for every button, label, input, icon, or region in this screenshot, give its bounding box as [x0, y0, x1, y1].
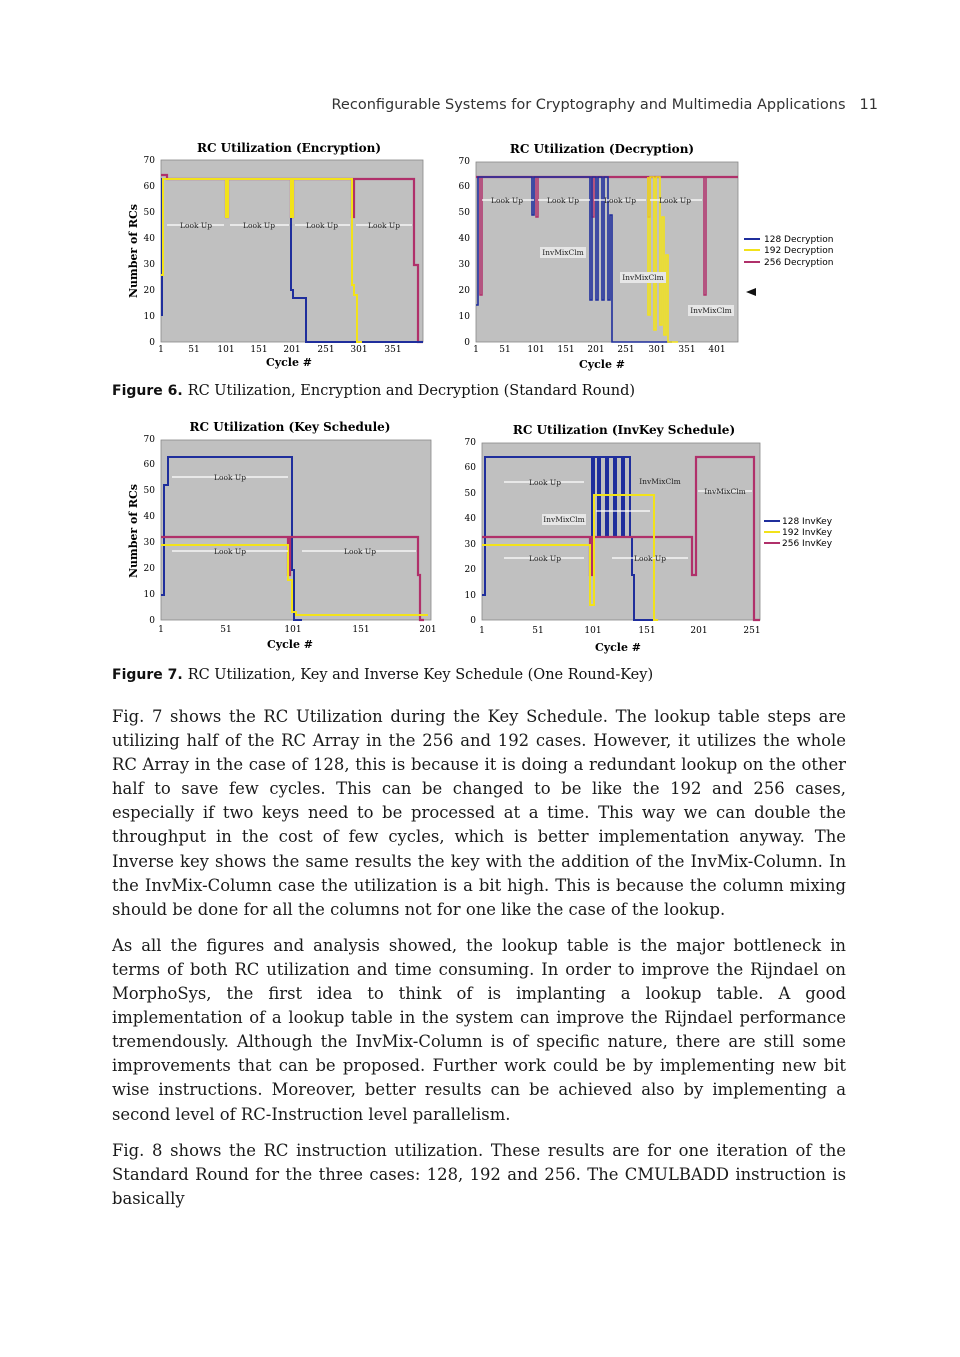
- annotation-invmixclm: InvMixClm: [690, 306, 732, 315]
- annotation-invmixclm: InvMixClm: [622, 273, 664, 282]
- paragraph: As all the figures and analysis showed, the lookup table is the major bottleneck in terms of both RC utilization and time consuming. In order to improve the Rijndael on MorphoSys, the first idea to think of is implanting a lookup table. A good implementation of a lookup table in the system can improve the Rijndael performance tremendously. Although the InvMix-Column is of specific nature, there are still some improvements that can be proposed. Further work could be by implementing new bit wise instructions. Moreover, better results can be achieved also by implementing a second level of RC-Instruction level parallelism.: [112, 935, 846, 1124]
- caption-text: RC Utilization, Encryption and Decryption (Standard Round): [187, 383, 636, 399]
- y-ticks: [465, 438, 477, 626]
- x-tick: 51: [499, 345, 511, 355]
- annotation-lookup: Look Up: [305, 221, 339, 230]
- x-tick: 101: [217, 345, 235, 355]
- x-ticks: [473, 345, 725, 355]
- y-tick: 10: [464, 591, 476, 601]
- annotation-lookup: Look Up: [490, 196, 524, 205]
- x-tick: 101: [527, 345, 545, 355]
- chart-title: RC Utilization (Decryption): [509, 142, 695, 156]
- y-axis-label: Number of RCs: [127, 204, 140, 298]
- y-axis-label: Number of RCs: [127, 484, 140, 578]
- y-ticks: [144, 156, 156, 348]
- y-tick: 10: [143, 312, 155, 322]
- paragraph: Fig. 8 shows the RC instruction utilization. These results are for one iteration of the Standard Round for the three cases: 128, 192 and 256. The CMULBADD instruction is basically: [112, 1140, 846, 1208]
- x-axis-label: Cycle #: [265, 356, 313, 369]
- legend-entry: 256 InvKey: [782, 539, 833, 549]
- plot-area: [161, 440, 431, 620]
- y-tick: 10: [143, 590, 155, 600]
- figure-label: Figure 6.: [112, 383, 183, 399]
- chart-title: RC Utilization (Encryption): [196, 141, 382, 155]
- y-tick: 30: [143, 538, 155, 548]
- x-tick: 201: [283, 345, 301, 355]
- y-tick: 50: [143, 486, 155, 496]
- page-number: 11: [859, 97, 878, 113]
- legend-entry: 128 InvKey: [782, 517, 833, 527]
- y-ticks: [459, 157, 471, 348]
- x-tick: 351: [384, 345, 402, 355]
- y-tick: 70: [458, 157, 470, 167]
- x-ticks: [158, 345, 401, 355]
- annotation-lookup: Look Up: [528, 478, 562, 487]
- y-tick: 50: [458, 208, 470, 218]
- x-tick: 151: [557, 345, 575, 355]
- x-axis-label: Cycle #: [594, 641, 642, 654]
- y-tick: 20: [458, 286, 470, 296]
- chart-decryption: [459, 142, 834, 371]
- annotation-lookup: Look Up: [213, 473, 247, 482]
- y-tick: 60: [143, 182, 155, 192]
- y-tick: 0: [464, 338, 470, 348]
- y-tick: 40: [143, 512, 155, 522]
- x-tick: 1: [158, 625, 164, 635]
- y-tick: 70: [143, 435, 155, 445]
- y-tick: 0: [149, 338, 155, 348]
- x-tick: 251: [743, 626, 761, 636]
- annotation-lookup: Look Up: [179, 221, 213, 230]
- x-axis-label: Cycle #: [578, 358, 626, 371]
- figure-6-charts: [112, 135, 852, 375]
- annotation-lookup: Look Up: [367, 221, 401, 230]
- x-tick: 51: [532, 626, 544, 636]
- x-tick: 51: [220, 625, 232, 635]
- x-tick: 101: [284, 625, 302, 635]
- paragraph: Fig. 7 shows the RC Utilization during the Key Schedule. The lookup table steps are utilizing half of the RC Array in the 256 and 192 cases. However, it utilizes the whole RC Array in the case of 128, this is because it is doing a redundant lookup on the other half to save few cycles. This can be changed to be like the 192 and 256 cases, especially if two keys need to be processed at a time. This way we can double the throughput in the cost of few cycles, which is better implementation anyway. The Inverse key shows the same results the key with the addition of the InvMix-Column. In the InvMix-Column case the utilization is a bit high. This is because the column mixing should be done for all the columns not for one like the case of the lookup.: [112, 707, 846, 919]
- x-tick: 1: [479, 626, 485, 636]
- y-tick: 50: [143, 208, 155, 218]
- annotation-invmixclm: InvMixClm: [542, 248, 584, 257]
- caption-text: RC Utilization, Key and Inverse Key Schedule (One Round-Key): [187, 667, 654, 683]
- annotation-lookup: Look Up: [603, 196, 637, 205]
- annotation-invmixclm: InvMixClm: [639, 477, 681, 486]
- y-tick: 10: [458, 312, 470, 322]
- y-tick: 40: [143, 234, 155, 244]
- y-tick: 60: [464, 463, 476, 473]
- legend: [764, 517, 833, 549]
- x-tick: 201: [587, 345, 605, 355]
- y-tick: 0: [149, 616, 155, 626]
- annotation-lookup: Look Up: [633, 554, 667, 563]
- annotation-lookup: Look Up: [658, 196, 692, 205]
- x-tick: 301: [350, 345, 368, 355]
- x-tick: 251: [317, 345, 335, 355]
- running-title: Reconfigurable Systems for Cryptography and Multimedia Applications: [331, 97, 846, 113]
- y-tick: 40: [458, 234, 470, 244]
- annotation-lookup: Look Up: [546, 196, 580, 205]
- y-tick: 20: [143, 564, 155, 574]
- y-tick: 60: [458, 182, 470, 192]
- y-tick: 70: [143, 156, 155, 166]
- x-tick: 51: [188, 345, 200, 355]
- chart-title: RC Utilization (InvKey Schedule): [512, 423, 736, 437]
- y-tick: 20: [464, 565, 476, 575]
- y-tick: 20: [143, 286, 155, 296]
- x-tick: 351: [678, 345, 696, 355]
- legend-entry: 128 Decryption: [764, 235, 834, 245]
- chart-encryption: [127, 141, 423, 369]
- figure-7-caption: [112, 667, 653, 683]
- y-tick: 70: [464, 438, 476, 448]
- x-axis-label: Cycle #: [266, 638, 314, 651]
- x-tick: 101: [584, 626, 602, 636]
- annotation-invmixclm: InvMixClm: [704, 487, 746, 496]
- x-tick: 1: [158, 345, 164, 355]
- x-tick: 151: [250, 345, 268, 355]
- pointer-arrow-icon: [746, 288, 756, 296]
- annotation-lookup: Look Up: [528, 554, 562, 563]
- legend-entry: 192 InvKey: [782, 528, 833, 538]
- body-text: [112, 705, 846, 1223]
- legend: [744, 235, 833, 268]
- x-tick: 301: [648, 345, 666, 355]
- x-tick: 401: [708, 345, 726, 355]
- annotation-invmixclm: InvMixClm: [543, 515, 585, 524]
- legend-entry: 192 Decryption: [764, 246, 834, 256]
- annotation-lookup: Look Up: [343, 547, 377, 556]
- y-tick: 30: [143, 260, 155, 270]
- x-tick: 251: [617, 345, 635, 355]
- figure-label: Figure 7.: [112, 667, 183, 683]
- y-tick: 60: [143, 460, 155, 470]
- x-tick: 201: [690, 626, 708, 636]
- chart-key-schedule: [127, 420, 437, 651]
- chart-title: RC Utilization (Key Schedule): [189, 420, 391, 434]
- annotation-lookup: Look Up: [242, 221, 276, 230]
- figure-6-caption: [112, 383, 635, 399]
- annotation-lookup: Look Up: [213, 547, 247, 556]
- chart-invkey-schedule: [465, 423, 833, 654]
- y-ticks: [144, 435, 156, 626]
- x-ticks: [479, 626, 760, 636]
- figure-7: [112, 415, 852, 655]
- x-tick: 151: [352, 625, 370, 635]
- x-tick: 1: [473, 345, 479, 355]
- y-tick: 40: [464, 514, 476, 524]
- x-tick: 151: [638, 626, 656, 636]
- y-tick: 50: [464, 489, 476, 499]
- x-tick: 201: [419, 625, 437, 635]
- legend-entry: 256 Decryption: [764, 258, 834, 268]
- x-ticks: [158, 625, 436, 635]
- y-tick: 30: [458, 260, 470, 270]
- figure-7-charts: [112, 415, 852, 655]
- y-tick: 30: [464, 540, 476, 550]
- figure-6: [112, 135, 852, 375]
- y-tick: 0: [470, 616, 476, 626]
- page-header: [112, 97, 878, 113]
